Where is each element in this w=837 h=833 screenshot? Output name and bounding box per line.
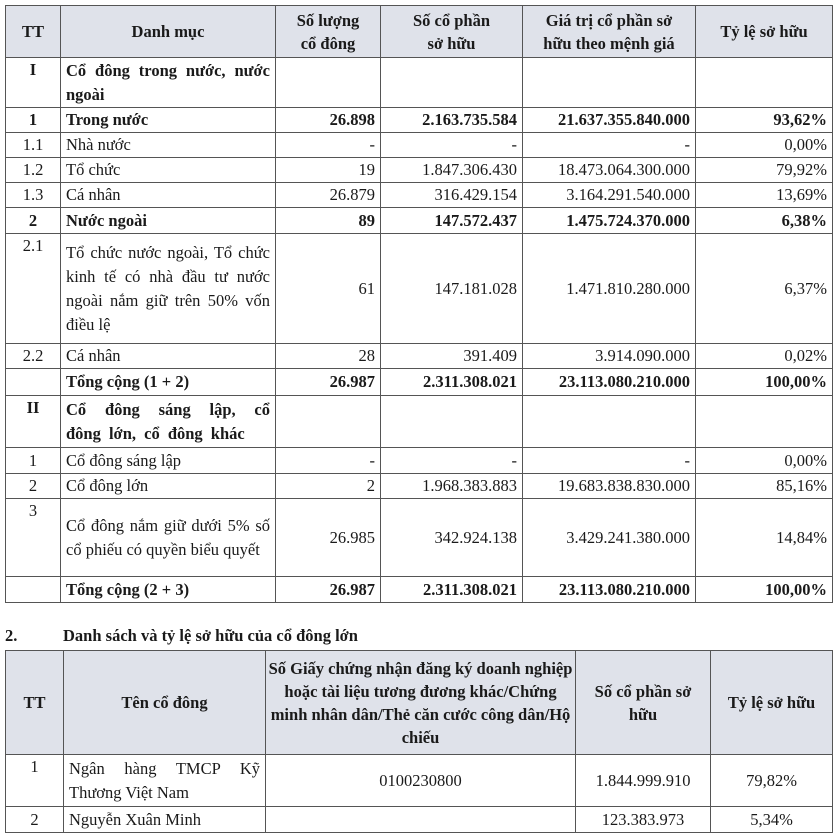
row-number <box>6 369 61 396</box>
row-shares: 2.163.735.584 <box>381 108 523 133</box>
row-number: 1 <box>6 108 61 133</box>
row-ownership <box>696 58 833 108</box>
row-shares: 1.968.383.883 <box>381 474 523 499</box>
row-value: 23.113.080.210.000 <box>523 369 696 396</box>
row-value: 21.637.355.840.000 <box>523 108 696 133</box>
row-number: 1.2 <box>6 158 61 183</box>
row-shares: 316.429.154 <box>381 183 523 208</box>
table-header-row <box>6 651 833 755</box>
row-shares: 147.572.437 <box>381 208 523 234</box>
table-row <box>6 448 833 474</box>
col-header-registration-id: Số Giấy chứng nhận đăng ký doanh nghiệp hoặc tài liệu tương đương khác/Chứng minh nhân dân/Thẻ căn cước công dân/Hộ chiếu <box>266 651 576 755</box>
col-header-tt: TT <box>6 651 64 755</box>
row-ownership: 5,34% <box>711 807 833 833</box>
col-header-value: Giá trị cổ phần sở hữu theo mệnh giá <box>523 6 696 58</box>
row-holders: - <box>276 448 381 474</box>
row-ownership: 13,69% <box>696 183 833 208</box>
row-number: I <box>6 58 61 108</box>
table-row <box>6 474 833 499</box>
row-category: Nhà nước <box>61 133 276 158</box>
row-ownership: 0,00% <box>696 133 833 158</box>
row-value: - <box>523 448 696 474</box>
row-number: 1.1 <box>6 133 61 158</box>
table-row <box>6 755 833 807</box>
col-header-shareholder-name: Tên cổ đông <box>64 651 266 755</box>
col-header-ownership: Tỷ lệ sở hữu <box>711 651 833 755</box>
row-number: 2.2 <box>6 344 61 369</box>
row-holders: 19 <box>276 158 381 183</box>
row-ownership: 100,00% <box>696 577 833 603</box>
row-category: Cá nhân <box>61 183 276 208</box>
row-holders <box>276 58 381 108</box>
row-category: Cổ đông nắm giữ dưới 5% số cổ phiếu có quyền biểu quyết <box>61 499 276 577</box>
col-header-ownership: Tỷ lệ sở hữu <box>696 6 833 58</box>
table-row <box>6 234 833 344</box>
row-number: II <box>6 396 61 448</box>
row-holders: 26.985 <box>276 499 381 577</box>
row-ownership: 85,16% <box>696 474 833 499</box>
row-shares: - <box>381 133 523 158</box>
row-ownership: 0,02% <box>696 344 833 369</box>
row-shares: - <box>381 448 523 474</box>
row-number: 3 <box>6 499 61 577</box>
row-holders: 26.987 <box>276 577 381 603</box>
table-row <box>6 183 833 208</box>
row-category: Tổ chức nước ngoài, Tổ chức kinh tế có nhà đầu tư nước ngoài nắm giữ trên 50% vốn điều lệ <box>61 234 276 344</box>
row-value: 3.164.291.540.000 <box>523 183 696 208</box>
col-header-shares: Số cổ phần sở hữu <box>576 651 711 755</box>
col-header-shares: Số cổ phần sở hữu <box>381 6 523 58</box>
row-ownership: 6,37% <box>696 234 833 344</box>
row-shares: 391.409 <box>381 344 523 369</box>
row-value: 18.473.064.300.000 <box>523 158 696 183</box>
row-shares: 2.311.308.021 <box>381 577 523 603</box>
row-shares: 123.383.973 <box>576 807 711 833</box>
row-shares <box>381 396 523 448</box>
col-header-category: Danh mục <box>61 6 276 58</box>
row-holders: 26.898 <box>276 108 381 133</box>
row-number: 2.1 <box>6 234 61 344</box>
row-value: 23.113.080.210.000 <box>523 577 696 603</box>
table-row <box>6 807 833 833</box>
row-category: Trong nước <box>61 108 276 133</box>
row-shares: 2.311.308.021 <box>381 369 523 396</box>
row-shares: 147.181.028 <box>381 234 523 344</box>
table-row <box>6 499 833 577</box>
row-ownership: 14,84% <box>696 499 833 577</box>
row-ownership: 0,00% <box>696 448 833 474</box>
row-holders <box>276 396 381 448</box>
shareholder-structure-table <box>5 5 833 603</box>
row-holders: 28 <box>276 344 381 369</box>
row-category: Cổ đông sáng lập, cổ đông lớn, cổ đông khác <box>61 396 276 448</box>
row-category: Tổng cộng (1 + 2) <box>61 369 276 396</box>
section-heading <box>5 624 358 648</box>
table-row <box>6 344 833 369</box>
table-row <box>6 133 833 158</box>
row-shareholder-name: Ngân hàng TMCP Kỹ Thương Việt Nam <box>64 755 266 807</box>
row-holders: 26.879 <box>276 183 381 208</box>
section-title: Danh sách và tỷ lệ sở hữu của cổ đông lớn <box>63 626 358 645</box>
row-holders: 89 <box>276 208 381 234</box>
table-row <box>6 158 833 183</box>
table-row <box>6 208 833 234</box>
table-row <box>6 577 833 603</box>
row-shares: 342.924.138 <box>381 499 523 577</box>
row-ownership: 6,38% <box>696 208 833 234</box>
row-value: 1.475.724.370.000 <box>523 208 696 234</box>
row-value: 1.471.810.280.000 <box>523 234 696 344</box>
row-value <box>523 58 696 108</box>
row-value: 19.683.838.830.000 <box>523 474 696 499</box>
row-category: Cá nhân <box>61 344 276 369</box>
row-number: 1 <box>6 755 64 807</box>
row-number: 1 <box>6 448 61 474</box>
row-ownership <box>696 396 833 448</box>
row-category: Cổ đông sáng lập <box>61 448 276 474</box>
row-value: - <box>523 133 696 158</box>
table-row <box>6 396 833 448</box>
row-value: 3.429.241.380.000 <box>523 499 696 577</box>
row-holders: - <box>276 133 381 158</box>
table-row <box>6 58 833 108</box>
col-header-tt: TT <box>6 6 61 58</box>
row-value <box>523 396 696 448</box>
row-holders: 26.987 <box>276 369 381 396</box>
section-number: 2. <box>5 626 18 645</box>
row-number: 2 <box>6 807 64 833</box>
row-ownership: 100,00% <box>696 369 833 396</box>
row-holders: 61 <box>276 234 381 344</box>
row-number <box>6 577 61 603</box>
row-ownership: 93,62% <box>696 108 833 133</box>
row-registration-id: 0100230800 <box>266 755 576 807</box>
row-number: 2 <box>6 208 61 234</box>
row-value: 3.914.090.000 <box>523 344 696 369</box>
major-shareholders-table <box>5 650 833 833</box>
table-header-row <box>6 6 833 58</box>
row-category: Cổ đông lớn <box>61 474 276 499</box>
row-shareholder-name: Nguyễn Xuân Minh <box>64 807 266 833</box>
row-category: Tổ chức <box>61 158 276 183</box>
row-holders: 2 <box>276 474 381 499</box>
table-row <box>6 369 833 396</box>
row-registration-id <box>266 807 576 833</box>
row-shares: 1.847.306.430 <box>381 158 523 183</box>
col-header-holders: Số lượng cổ đông <box>276 6 381 58</box>
row-category: Tổng cộng (2 + 3) <box>61 577 276 603</box>
row-number: 2 <box>6 474 61 499</box>
row-number: 1.3 <box>6 183 61 208</box>
row-shares <box>381 58 523 108</box>
table-row <box>6 108 833 133</box>
row-ownership: 79,82% <box>711 755 833 807</box>
row-ownership: 79,92% <box>696 158 833 183</box>
row-category: Nước ngoài <box>61 208 276 234</box>
row-shares: 1.844.999.910 <box>576 755 711 807</box>
row-category: Cổ đông trong nước, nước ngoài <box>61 58 276 108</box>
